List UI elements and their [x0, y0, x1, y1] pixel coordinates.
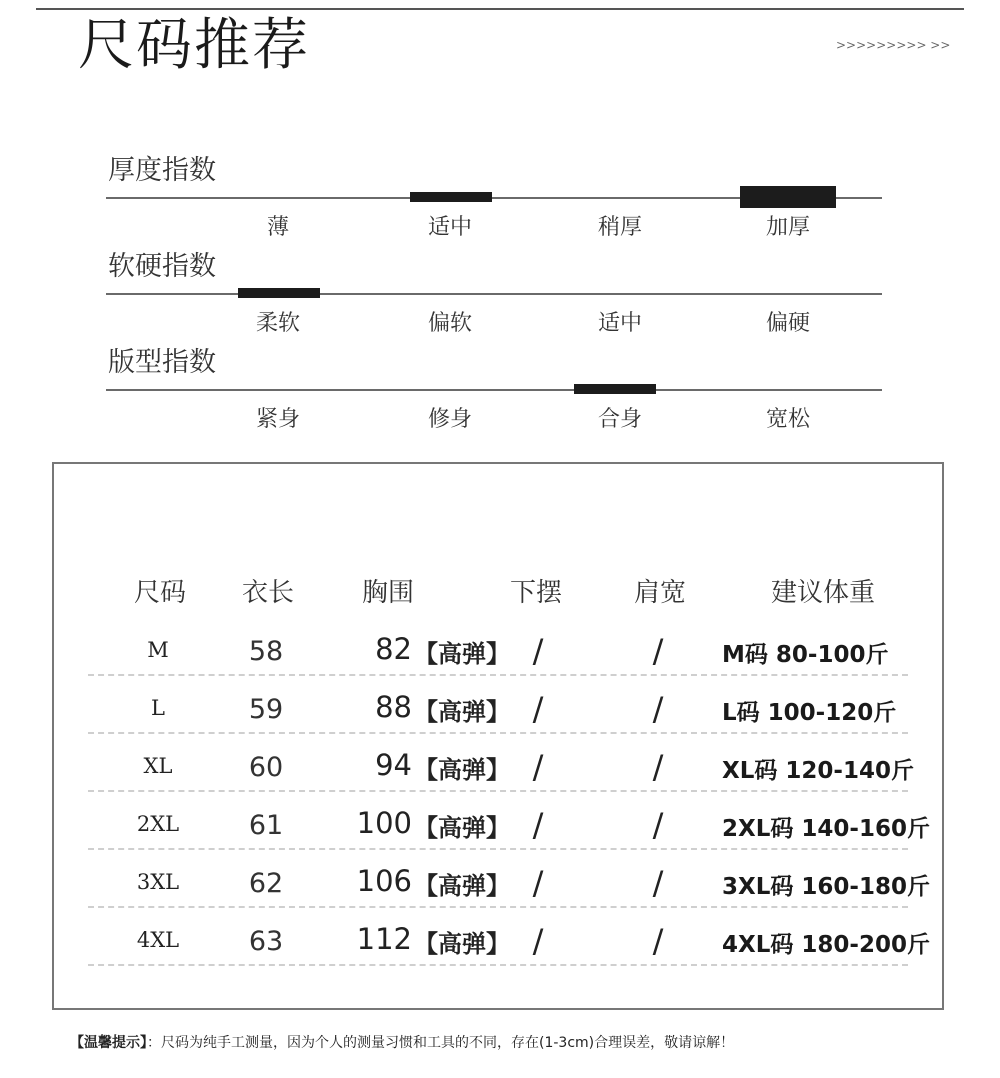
stretch-note: 【高弹】: [414, 756, 510, 784]
weight-cell: XL码 120-140斤: [722, 758, 914, 784]
row-divider: [88, 848, 908, 850]
length-cell: 59: [248, 694, 284, 725]
thickness-option: 薄: [266, 215, 289, 240]
hem-cell: /: [532, 748, 544, 786]
header-weight: 建议体重: [770, 578, 875, 608]
stretch-note: 【高弹】: [414, 698, 510, 726]
row-divider: [88, 964, 908, 966]
hem-cell: /: [532, 806, 544, 844]
thickness-option: 稍厚: [597, 215, 642, 240]
fit-option: 合身: [597, 407, 642, 432]
length-cell: 62: [248, 868, 284, 899]
fit-option: 紧身: [255, 407, 300, 432]
footer-label: 【温馨提示】: [70, 1035, 147, 1051]
shoulder-cell: /: [652, 864, 664, 902]
chest-cell: 88: [375, 690, 412, 724]
thickness-option: 适中: [427, 215, 472, 240]
row-divider: [88, 674, 908, 676]
header-size: 尺码: [133, 578, 186, 608]
shoulder-cell: /: [652, 806, 664, 844]
weight-cell: L码 100-120斤: [722, 700, 897, 726]
length-cell: 58: [248, 636, 284, 667]
header-shoulder: 肩宽: [633, 578, 686, 608]
fit-option: 修身: [427, 407, 472, 432]
shoulder-cell: /: [652, 922, 664, 960]
length-cell: 61: [248, 810, 284, 841]
header-length: 衣长: [241, 578, 294, 608]
softness-index-title: 软硬指数: [108, 251, 216, 282]
stretch-note: 【高弹】: [414, 814, 510, 842]
weight-cell: M码 80-100斤: [722, 642, 889, 668]
thickness-index-title: 厚度指数: [108, 155, 216, 186]
thickness-marker-medium: [410, 192, 492, 202]
header-hem: 下摆: [509, 578, 562, 608]
hem-cell: /: [532, 690, 544, 728]
softness-option: 柔软: [255, 311, 300, 336]
shoulder-cell: /: [652, 632, 664, 670]
chest-cell: 82: [375, 632, 412, 666]
fit-index-line: [106, 389, 882, 391]
size-cell: 2XL: [136, 812, 180, 836]
fit-option: 宽松: [765, 407, 810, 432]
softness-marker: [238, 288, 320, 298]
softness-option: 偏硬: [765, 311, 810, 336]
page-title: 尺码推荐: [78, 13, 310, 78]
size-cell: XL: [143, 754, 173, 778]
fit-marker: [574, 384, 656, 394]
length-cell: 63: [248, 926, 284, 957]
size-cell: 4XL: [136, 928, 180, 952]
chest-cell: 94: [375, 748, 412, 782]
weight-cell: 3XL码 160-180斤: [722, 874, 930, 900]
stretch-note: 【高弹】: [414, 930, 510, 958]
chest-cell: 106: [356, 864, 412, 898]
footer-text: ：尺码为纯手工测量，因为个人的测量习惯和工具的不同，存在(1-3cm)合理误差，敬请谅解！: [147, 1035, 735, 1051]
size-cell: 3XL: [136, 870, 180, 894]
hem-cell: /: [532, 632, 544, 670]
stretch-note: 【高弹】: [414, 872, 510, 900]
top-divider: [36, 8, 964, 10]
shoulder-cell: /: [652, 690, 664, 728]
row-divider: [88, 906, 908, 908]
stretch-note: 【高弹】: [414, 640, 510, 668]
header-chest: 胸围: [361, 578, 414, 608]
chest-cell: 100: [356, 806, 412, 840]
row-divider: [88, 732, 908, 734]
size-cell: M: [147, 638, 169, 662]
chest-cell: 112: [356, 922, 412, 956]
row-divider: [88, 790, 908, 792]
hem-cell: /: [532, 922, 544, 960]
arrow-decoration: >>>>>>>>> >>: [836, 38, 951, 52]
footer-note: [70, 1032, 970, 1052]
softness-option: 适中: [597, 311, 642, 336]
softness-index-line: [106, 293, 882, 295]
shoulder-cell: /: [652, 748, 664, 786]
weight-cell: 4XL码 180-200斤: [722, 932, 930, 958]
softness-option: 偏软: [427, 311, 472, 336]
fit-index-title: 版型指数: [108, 347, 216, 378]
hem-cell: /: [532, 864, 544, 902]
thickness-marker-thick: [740, 186, 836, 208]
size-cell: L: [151, 696, 165, 720]
length-cell: 60: [248, 752, 284, 783]
thickness-option: 加厚: [765, 215, 810, 240]
weight-cell: 2XL码 140-160斤: [722, 816, 930, 842]
